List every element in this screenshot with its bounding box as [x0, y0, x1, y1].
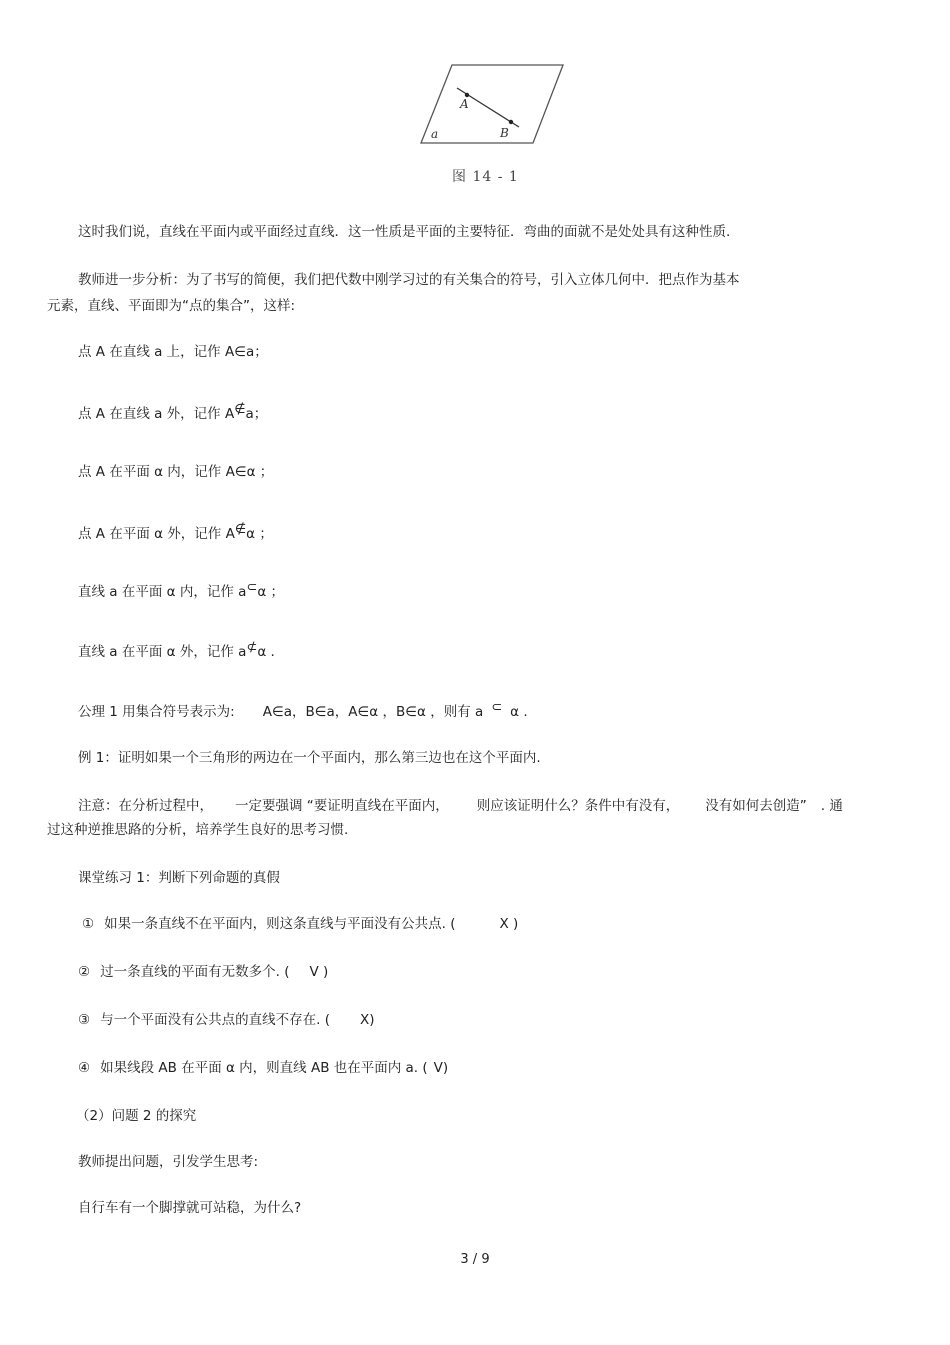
exercise-title: 课堂练习 1：判断下列命题的真假 [78, 870, 280, 886]
plane-parallelogram [421, 65, 563, 143]
notation-line-off-plane: 直线 a 在平面 α 外，记作 a⊄α . [78, 640, 275, 660]
paragraph-teacher-analysis-cont: 元素，直线、平面即为“点的集合”，这样: [47, 298, 296, 314]
point-a-label: A [460, 97, 469, 111]
exercise-item-2: ② 过一条直线的平面有无数多个. ( V ) [78, 964, 329, 980]
paragraph-plane-property: 这时我们说，直线在平面内或平面经过直线．这一性质是平面的主要特征．弯曲的面就不是处处具有这种性质. [78, 224, 731, 240]
teacher-question-prompt: 教师提出问题，引发学生思考: [78, 1154, 259, 1170]
answer-1: X [499, 916, 509, 932]
exercise-item-1: ① 如果一条直线不在平面内，则这条直线与平面没有公共点. ( X ) [82, 916, 519, 932]
axiom-1-statement: 公理 1 用集合符号表示为: A∈a，B∈a，A∈α ，B∈α ，则有 a ⊂ α . [78, 700, 528, 720]
answer-2: V [309, 964, 319, 980]
figure-caption: 图 14 - 1 [452, 169, 519, 185]
exercise-item-4: ④ 如果线段 AB 在平面 α 内，则直线 AB 也在平面内 a. ( V) [78, 1060, 449, 1076]
notation-line-in-plane: 直线 a 在平面 α 内，记作 a⊂α ； [78, 580, 285, 600]
notation-point-off-line: 点 A 在直线 a 外，记作 A∉a； [78, 402, 268, 422]
notation-point-in-plane: 点 A 在平面 α 内，记作 A∈α ； [78, 464, 274, 480]
plane-figure [415, 60, 570, 150]
notation-point-off-plane: 点 A 在平面 α 外，记作 A∉α ； [78, 522, 273, 542]
bicycle-question: 自行车有一个脚撑就可站稳，为什么? [78, 1200, 302, 1216]
note-line-1: 注意：在分析过程中， 一定要强调 “要证明直线在平面内， 则应该证明什么？条件中有没有， 没有如何去创造” . 通 [78, 798, 843, 814]
point-b-label: B [500, 126, 509, 140]
notation-point-on-line: 点 A 在直线 a 上，记作 A∈a； [78, 344, 268, 360]
answer-4: V [433, 1060, 443, 1076]
point-b-dot [509, 120, 513, 124]
problem-2-heading: （2）问题 2 的探究 [76, 1108, 197, 1124]
example-1: 例 1：证明如果一个三角形的两边在一个平面内，那么第三边也在这个平面内. [78, 750, 541, 766]
exercise-item-3: ③ 与一个平面没有公共点的直线不存在. ( X) [78, 1012, 375, 1028]
plane-label: a [431, 127, 439, 141]
page-number: 3 / 9 [460, 1252, 490, 1267]
note-line-2: 过这种逆推思路的分析，培养学生良好的思考习惯. [47, 822, 349, 838]
answer-3: X [359, 1012, 370, 1028]
paragraph-teacher-analysis: 教师进一步分析：为了书写的简便，我们把代数中刚学习过的有关集合的符号，引入立体几何中．把点作为基本 [78, 272, 740, 288]
